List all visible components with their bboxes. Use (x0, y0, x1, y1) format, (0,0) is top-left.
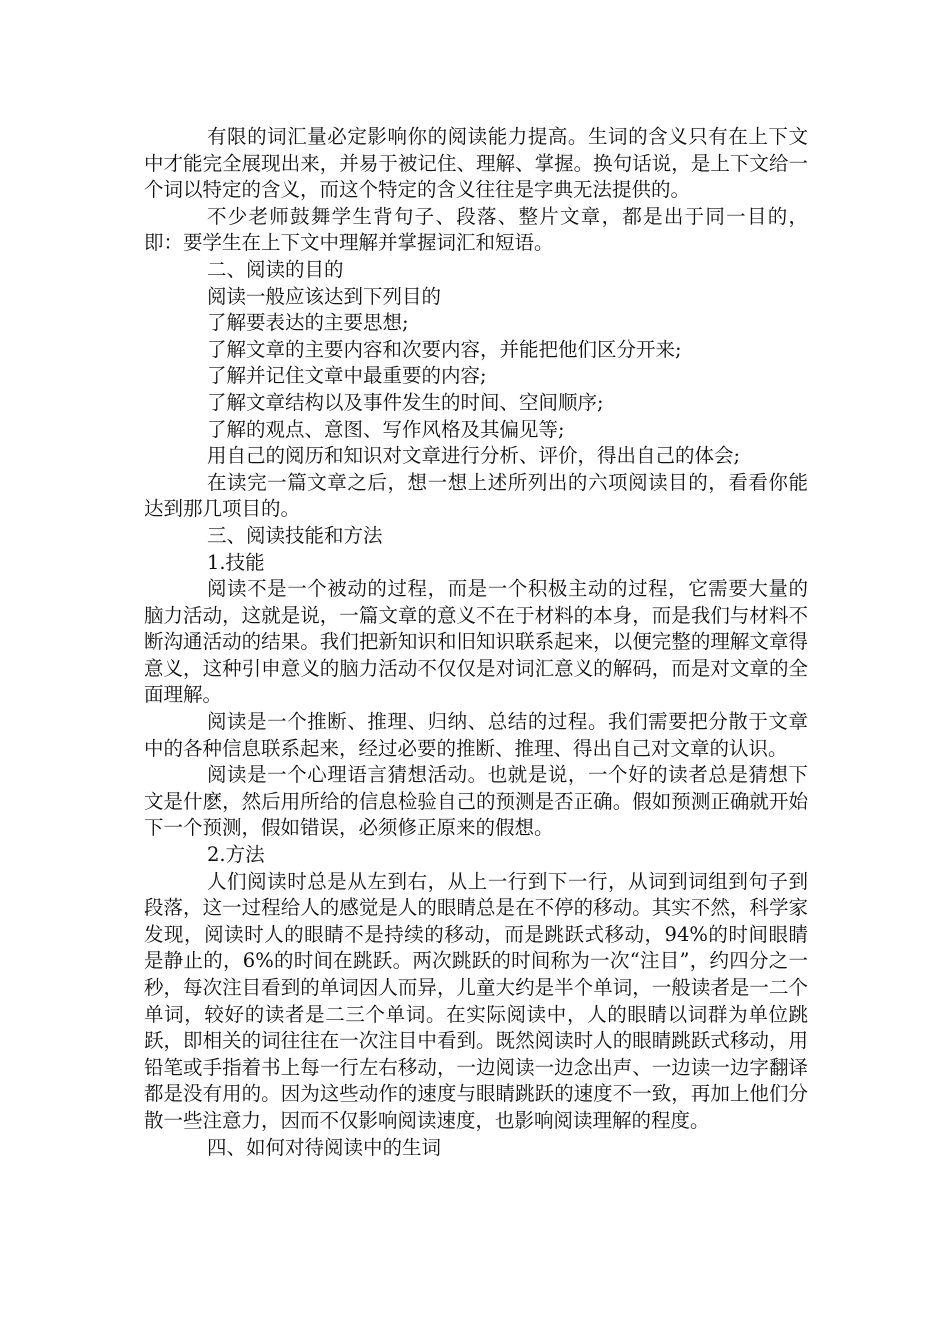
paragraph-after-reading: 在读完一篇文章之后，想一想上述所列出的六项阅读目的，看看你能达到那几项目的。 (144, 470, 808, 521)
heading-new-words: 四、如何对待阅读中的生词 (207, 1135, 442, 1159)
paragraph-active-process: 阅读不是一个被动的过程，而是一个积极主动的过程，它需要大量的脑力活动，这就是说，一篇文章的意义不在于材料的本身，而是我们与材料不断沟通活动的结果。我们把新知识和旧知识联系起来，以便完整的理解文章得意义，这种引申意义的脑力活动不仅仅是对词汇意义的解码，而是对文章的全面理解。 (144, 577, 808, 707)
heading-reading-purpose: 二、阅读的目的 (207, 257, 344, 281)
paragraph-teachers-encourage: 不少老师鼓舞学生背句子、段落、整片文章，都是出于同一目的，即：要学生在上下文中理解并掌握词汇和短语。 (144, 204, 808, 255)
subheading-methods: 2.方法 (207, 843, 265, 867)
list-item-purpose-1: 了解要表达的主要思想; (207, 311, 409, 335)
list-item-purpose-6: 用自己的阅历和知识对文章进行分析、评价，得出自己的体会; (207, 444, 741, 468)
paragraph-eye-movement: 人们阅读时总是从左到右，从上一行到下一行，从词到词组到句子到段落，这一过程给人的感觉是人的眼睛总是在不停的移动。其实不然，科学家发现，阅读时人的眼睛不是持续的移动，而是跳跃式移动，94%的时间眼睛是静止的，6%的时间在跳跃。两次跳跃的时间称为一次“注目”，约四分之一秒，每次注目看到的单词因人而异，儿童大约是半个单词，一般读者是一二个单词，较好的读者是二三个单词。在实际阅读中，人的眼睛以词群为单位跳跃，即相关的词往往在一次注目中看到。既然阅读时人的眼睛跳跃式移动，用铅笔或手指着书上每一行左右移动，一边阅读一边念出声、一边读一边字翻译都是没有用的。因为这些动作的速度与眼睛跳跃的速度不一致，再加上他们分散一些注意力，因而不仅影响阅读速度，也影响阅读理解的程度。 (144, 869, 808, 1132)
paragraph-psycholinguistic: 阅读是一个心理语言猜想活动。也就是说，一个好的读者总是猜想下文是什麽，然后用所给的信息检验自己的预测是否正确。假如预测正确就开始下一个预测，假如错误，必须修正原来的假想。 (144, 763, 808, 840)
list-item-purpose-3: 了解并记住文章中最重要的内容; (207, 364, 487, 388)
heading-skills-methods: 三、阅读技能和方法 (207, 523, 383, 547)
list-item-purpose-4: 了解文章结构以及事件发生的时间、空间顺序; (207, 390, 604, 414)
paragraph-inference-process: 阅读是一个推断、推理、归纳、总结的过程。我们需要把分散于文章中的各种信息联系起来，经过必要的推断、推理、得出自己对文章的认识。 (144, 710, 808, 760)
list-item-purpose-2: 了解文章的主要内容和次要内容，并能把他们区分开来; (207, 337, 682, 361)
document-body (144, 124, 808, 1161)
paragraph-vocabulary-context: 有限的词汇量必定影响你的阅读能力提高。生词的含义只有在上下文中才能完全展现出来，并易于被记住、理解、掌握。换句话说，是上下文给一个词以特定的含义，而这个特定的含义往往是字典无法提供的。 (144, 125, 808, 202)
list-item-purpose-5: 了解的观点、意图、写作风格及其偏见等; (207, 417, 565, 441)
subheading-skills: 1.技能 (207, 550, 265, 574)
paragraph-purpose-intro: 阅读一般应该达到下列目的 (207, 284, 442, 308)
